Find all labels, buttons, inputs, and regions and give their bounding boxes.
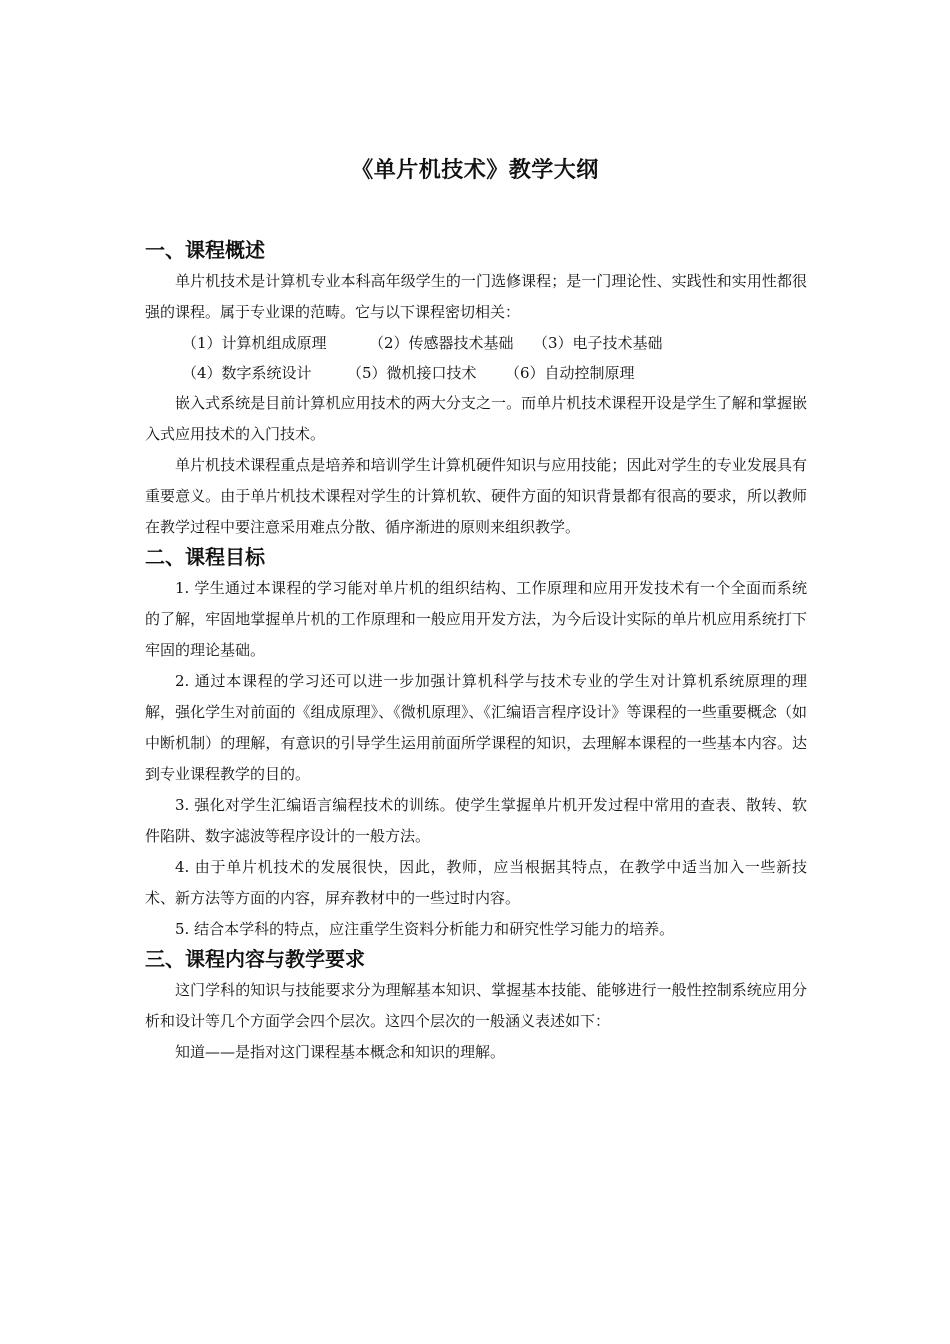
related-course-item: （6）自动控制原理 [505,364,635,382]
section-heading-objectives: 二、课程目标 [145,545,265,569]
related-course-item: （2）传感器技术基础 [369,334,514,352]
objective-item-1: 1. 学生通过本课程的学习能对单片机的组织结构、工作原理和应用开发技术有一个全面而系统的了解，牢固地掌握单片机的工作原理和一般应用开发方法，为今后设计实际的单片机应用系统打下牢固的理论基础。 [145,579,807,659]
related-courses-row-2 [145,358,807,388]
document-body [145,234,807,1068]
objective-item-5: 5. 结合本学科的特点，应注重学生资料分析能力和研究性学习能力的培养。 [175,920,675,938]
overview-paragraph-3: 单片机技术课程重点是培养和培训学生计算机硬件知识与应用技能；因此对学生的专业发展具有重要意义。由于单片机技术课程对学生的计算机软、硬件方面的知识背景都有很高的要求，所以教师在教学过程中要注意采用难点分散、循序渐进的原则来组织教学。 [145,456,807,536]
section-heading-overview: 一、课程概述 [145,238,265,262]
objective-item-3: 3. 强化对学生汇编语言编程技术的训练。使学生掌握单片机开发过程中常用的查表、散转、软件陷阱、数字滤波等程序设计的一般方法。 [145,796,807,845]
objective-item-4: 4. 由于单片机技术的发展很快，因此，教师，应当根据其特点，在教学中适当加入一些新技术、新方法等方面的内容，屏弃教材中的一些过时内容。 [145,858,807,907]
objective-item-2: 2. 通过本课程的学习还可以进一步加强计算机科学与技术专业的学生对计算机系统原理的理解，强化学生对前面的《组成原理》、《微机原理》、《汇编语言程序设计》等课程的一些重要概念（如中断机制）的理解，有意识的引导学生运用前面所学课程的知识，去理解本课程的一些基本内容。达到专业课程教学的目的。 [145,672,807,783]
related-course-item: （5）微机接口技术 [347,364,477,382]
section-heading-content-requirements: 三、课程内容与教学要求 [145,947,365,971]
overview-paragraph-2: 嵌入式系统是目前计算机应用技术的两大分支之一。而单片机技术课程开设是学生了解和掌握嵌入式应用技术的入门技术。 [145,394,807,443]
document-title: 《单片机技术》教学大纲 [351,158,599,183]
related-course-item: （1）计算机组成原理 [182,334,327,352]
related-course-item: （4）数字系统设计 [182,364,312,382]
related-courses-row-1 [145,328,807,358]
content-paragraph-2: 知道——是指对这门课程基本概念和知识的理解。 [175,1043,506,1061]
related-course-item: （3）电子技术基础 [533,334,663,352]
overview-paragraph-1: 单片机技术是计算机专业本科高年级学生的一门选修课程；是一门理论性、实践性和实用性都很强的课程。属于专业课的范畴。它与以下课程密切相关： [145,272,807,321]
content-paragraph-1: 这门学科的知识与技能要求分为理解基本知识、掌握基本技能、能够进行一般性控制系统应用分析和设计等几个方面学会四个层次。这四个层次的一般涵义表述如下： [145,981,807,1030]
